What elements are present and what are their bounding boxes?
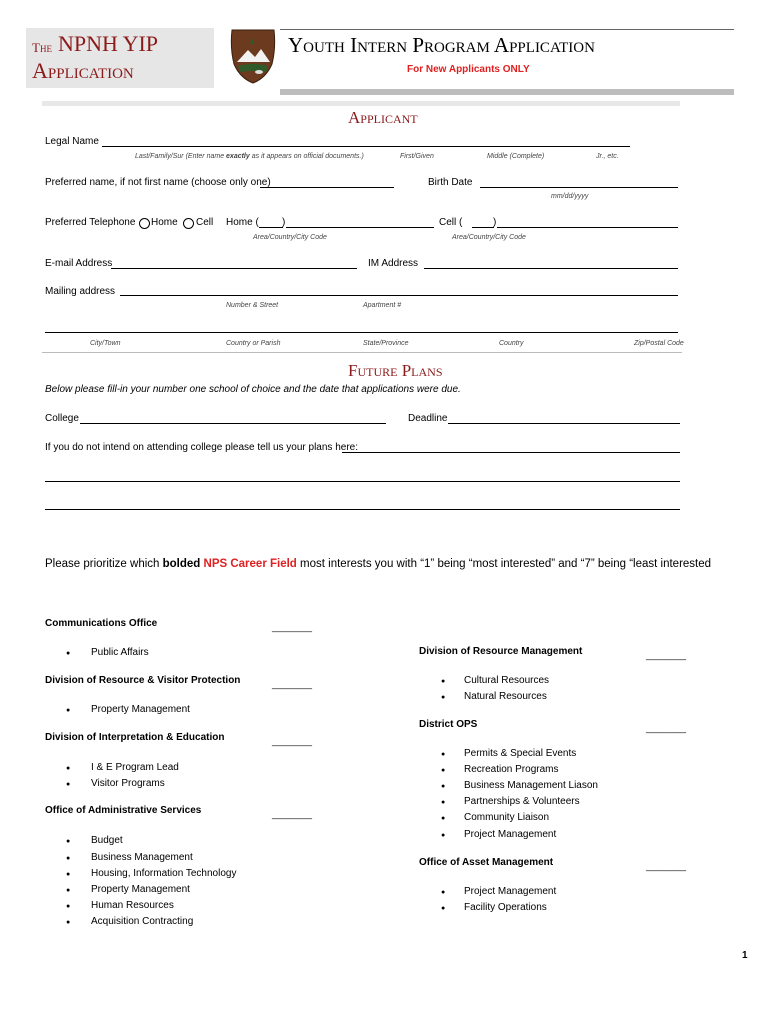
middle-name-hint: Middle (Complete) [487,153,545,160]
deadline-label: Deadline [408,413,448,424]
birth-date-hint: mm/dd/yyyy [551,193,589,200]
bullet-icon: ● [441,751,446,758]
career-field-title: Division of Resource Management [419,646,583,657]
career-field-item: Acquisition Contracting [91,916,194,927]
street-hint: Number & Street [226,302,279,309]
bullet-icon: ● [66,903,71,910]
career-field-item: Community Liaison [464,812,550,823]
subtitle: For New Applicants ONLY [407,64,530,75]
mailing-street-field[interactable] [120,295,678,296]
home-area-code-field[interactable] [259,227,283,228]
career-field-item: Business Management Liason [464,780,598,791]
career-field-item: Human Resources [91,900,174,911]
first-name-hint: First/Given [400,153,434,160]
deadline-field[interactable] [448,423,680,424]
bullet-icon: ● [66,919,71,926]
radio-cell[interactable] [183,218,194,229]
im-field[interactable] [424,268,678,269]
apt-hint: Apartment # [363,302,402,309]
no-college-label: If you do not intend on attending college please tell us your plans here: [45,442,358,453]
career-field-item: Business Management [91,852,193,863]
cell-area-code-field[interactable] [472,227,494,228]
legal-name-label: Legal Name [45,136,99,147]
cell-phone-paren: ) [493,217,497,228]
career-field-item: I & E Program Lead [91,762,179,773]
section-rule-2 [42,352,682,353]
career-field-item: Visitor Programs [91,778,165,789]
suffix-hint: Jr., etc. [596,153,619,160]
bullet-icon: ● [441,889,446,896]
radio-home-label: Home [151,217,178,228]
home-phone-field[interactable] [286,227,434,228]
country-hint: Country [499,340,524,347]
birth-date-label: Birth Date [428,177,473,188]
bullet-icon: ● [441,832,446,839]
career-field-title: Division of Interpretation & Education [45,732,225,743]
header-rule-top [280,29,734,30]
career-field-title: Office of Administrative Services [45,805,202,816]
bullet-icon: ● [66,838,71,845]
cell-area-hint: Area/Country/City Code [452,234,526,241]
legal-name-field[interactable] [102,146,630,147]
zip-hint: Zip/Postal Code [634,340,684,347]
career-field-item: Cultural Resources [464,675,550,686]
career-field-item: Project Management [464,829,557,840]
career-rank-field[interactable]: ________ [272,736,313,746]
career-field-item: Public Affairs [91,647,149,658]
career-field-item: Budget [91,835,123,846]
career-field-item: Property Management [91,704,190,715]
legal-name-hint: Last/Family/Sur (Enter name exactly as it appears on official documents.) [135,153,364,160]
header-rule-bottom [280,89,734,95]
city-hint: City/Town [90,340,121,347]
home-area-hint: Area/Country/City Code [253,234,327,241]
career-field-item: Facility Operations [464,902,547,913]
bullet-icon: ● [66,781,71,788]
nps-arrowhead-logo [228,28,278,84]
career-field-item: Project Management [464,886,557,897]
career-prompt: Please prioritize which bolded NPS Career Field most interests you with “1” being “most interested” and “7” being “least interested [45,558,712,570]
college-field[interactable] [80,423,386,424]
header-title-the: The [32,40,52,55]
career-field-title: Communications Office [45,618,158,629]
bullet-icon: ● [441,815,446,822]
career-rank-field[interactable]: ________ [272,622,313,632]
cell-phone-field[interactable] [497,227,678,228]
bullet-icon: ● [66,707,71,714]
future-intro: Below please fill-in your number one school of choice and the date that applications were due. [45,384,461,395]
im-label: IM Address [368,258,419,269]
career-rank-field[interactable]: ________ [646,650,687,660]
radio-home[interactable] [139,218,150,229]
career-rank-field[interactable]: ________ [272,679,313,689]
section-heading-future: Future Plans [348,361,443,380]
career-rank-field[interactable]: ________ [646,723,687,733]
plans-field-2[interactable] [45,481,680,482]
page-number: 1 [742,950,748,961]
header-title-sub: Application [32,58,134,83]
header-title-main: NPNH YIP [58,31,159,56]
state-hint: State/Province [363,340,409,347]
main-title: Youth Intern Program Application [288,33,595,57]
career-field-title: Office of Asset Management [419,857,554,868]
career-rank-field[interactable]: ________ [646,861,687,871]
bullet-icon: ● [66,887,71,894]
county-hint: Country or Parish [226,340,281,347]
radio-cell-label: Cell [196,217,214,228]
bullet-icon: ● [441,678,446,685]
career-field-title: District OPS [419,719,478,730]
preferred-phone-label: Preferred Telephone [45,217,136,228]
bullet-icon: ● [66,765,71,772]
bullet-icon: ● [66,855,71,862]
bullet-icon: ● [441,905,446,912]
bullet-icon: ● [441,799,446,806]
mailing-label: Mailing address [45,286,116,297]
plans-field-1[interactable] [342,452,680,453]
preferred-name-label: Preferred name, if not first name (choose only one) [45,177,271,188]
email-label: E-mail Address [45,258,113,269]
bullet-icon: ● [441,767,446,774]
career-field-title: Division of Resource & Visitor Protection [45,675,241,686]
bullet-icon: ● [441,783,446,790]
career-field-item: Recreation Programs [464,764,559,775]
bullet-icon: ● [66,650,71,657]
section-heading-applicant: Applicant [348,108,418,127]
section-rule [42,101,680,106]
birth-date-field[interactable] [480,187,678,188]
bullet-icon: ● [66,871,71,878]
career-field-item: Permits & Special Events [464,748,577,759]
home-phone-label: Home ( [226,217,259,228]
cell-phone-label: Cell ( [439,217,463,228]
career-rank-field[interactable]: ________ [272,809,313,819]
career-field-item: Housing, Information Technology [91,868,237,879]
home-phone-paren: ) [282,217,286,228]
college-label: College [45,413,79,424]
mailing-city-field[interactable] [45,332,678,333]
plans-field-3[interactable] [45,509,680,510]
career-field-item: Natural Resources [464,691,547,702]
email-field[interactable] [111,268,357,269]
career-field-item: Property Management [91,884,190,895]
bullet-icon: ● [441,694,446,701]
preferred-name-field[interactable] [260,187,394,188]
career-field-item: Partnerships & Volunteers [464,796,580,807]
